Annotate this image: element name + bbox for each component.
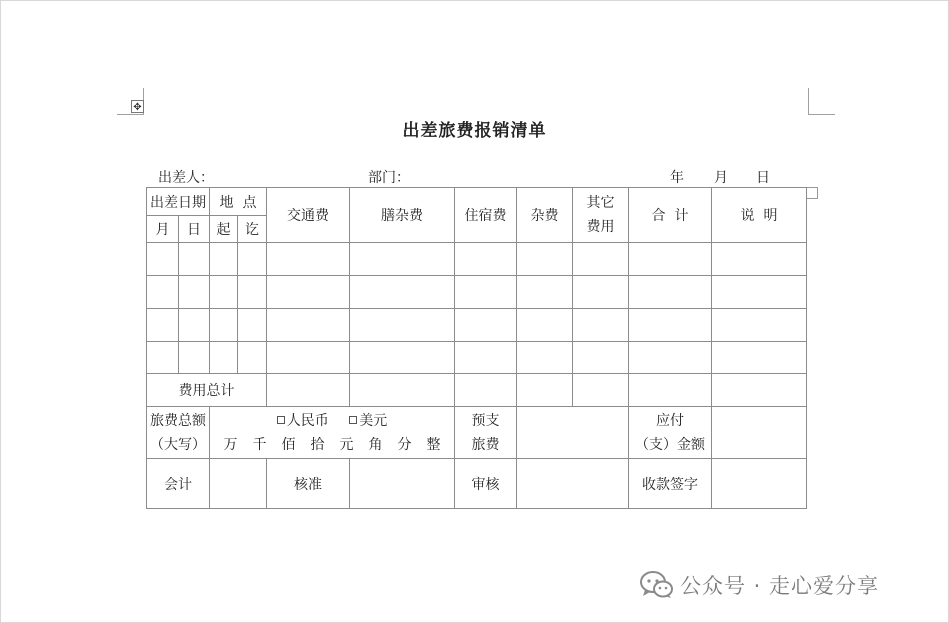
approve-value[interactable] <box>350 459 455 509</box>
remarks-header: 说 明 <box>712 188 807 243</box>
table-cell[interactable] <box>455 342 517 374</box>
advance-label-line2: 旅费 <box>471 436 500 453</box>
table-row <box>147 243 807 276</box>
amount-units <box>210 433 454 457</box>
table-cell[interactable] <box>629 374 712 407</box>
unit-fen: 分 <box>397 436 412 453</box>
audit-label: 审核 <box>455 459 517 509</box>
unit-jiao: 角 <box>368 436 383 453</box>
table-cell[interactable] <box>238 276 267 309</box>
table-cell[interactable] <box>517 243 573 276</box>
table-cell[interactable] <box>210 243 238 276</box>
table-cell[interactable] <box>179 243 210 276</box>
watermark-text: 公众号 · 走心爱分享 <box>680 574 880 598</box>
table-cell[interactable] <box>267 374 350 407</box>
month-header: 月 <box>147 216 179 243</box>
table-cell[interactable] <box>573 374 629 407</box>
total-header: 合 计 <box>629 188 712 243</box>
table-cell[interactable] <box>455 243 517 276</box>
other-fees-header <box>573 188 629 243</box>
table-cell[interactable] <box>712 374 807 407</box>
day-label: 日 <box>756 170 770 186</box>
month-label: 月 <box>714 170 728 186</box>
advance-value[interactable] <box>517 407 629 459</box>
unit-zheng: 整 <box>426 436 441 453</box>
total-amount-label-line1: 旅费总额 <box>150 412 206 429</box>
rmb-option[interactable] <box>277 413 329 429</box>
traveler-label: 出差人： <box>158 170 214 186</box>
from-header: 起 <box>210 216 238 243</box>
table-cell[interactable] <box>455 374 517 407</box>
table-cell[interactable] <box>179 309 210 342</box>
table-cell[interactable] <box>712 342 807 374</box>
accountant-label: 会计 <box>147 459 210 509</box>
subtotal-row <box>147 374 807 407</box>
date-header: 出差日期 <box>147 188 210 216</box>
rmb-label: 人民币 <box>286 412 329 429</box>
wechat-icon <box>640 570 674 600</box>
unit-yuan: 元 <box>339 436 354 453</box>
department-label: 部门： <box>368 170 410 186</box>
table-cell[interactable] <box>179 342 210 374</box>
amount-in-words-field[interactable] <box>210 407 455 459</box>
table-cell[interactable] <box>210 309 238 342</box>
misc-header: 杂费 <box>517 188 573 243</box>
table-cell[interactable] <box>573 276 629 309</box>
year-label: 年 <box>670 170 684 186</box>
advance-label-line1: 预支 <box>471 412 500 429</box>
table-cell[interactable] <box>455 309 517 342</box>
table-cell[interactable] <box>210 276 238 309</box>
payable-label <box>629 407 712 459</box>
table-cell[interactable] <box>179 276 210 309</box>
transport-header: 交通费 <box>267 188 350 243</box>
table-cell[interactable] <box>267 276 350 309</box>
unit-wan: 万 <box>223 436 238 453</box>
table-move-handle-icon[interactable]: ✥ <box>131 100 144 113</box>
table-cell[interactable] <box>350 374 455 407</box>
total-amount-label-line2: （大写） <box>150 436 206 453</box>
table-cell[interactable] <box>210 342 238 374</box>
table-cell[interactable] <box>517 374 573 407</box>
total-amount-label <box>147 407 210 459</box>
subtotal-label: 费用总计 <box>147 374 267 407</box>
meals-header: 膳杂费 <box>350 188 455 243</box>
to-header: 讫 <box>238 216 267 243</box>
table-cell[interactable] <box>573 309 629 342</box>
table-cell[interactable] <box>629 276 712 309</box>
table-cell[interactable] <box>267 342 350 374</box>
table-row <box>147 342 807 374</box>
table-cell[interactable] <box>573 243 629 276</box>
table-cell[interactable] <box>517 342 573 374</box>
table-row <box>147 276 807 309</box>
table-cell[interactable] <box>147 243 179 276</box>
usd-checkbox[interactable] <box>349 416 357 424</box>
table-resize-handle[interactable] <box>806 187 818 199</box>
unit-bai: 佰 <box>281 436 296 453</box>
unit-qian: 千 <box>252 436 267 453</box>
table-cell[interactable] <box>517 276 573 309</box>
table-cell[interactable] <box>629 342 712 374</box>
table-cell[interactable] <box>712 243 807 276</box>
table-cell[interactable] <box>350 309 455 342</box>
usd-label: 美元 <box>359 412 388 429</box>
table-cell[interactable] <box>147 276 179 309</box>
day-header: 日 <box>179 216 210 243</box>
expense-table <box>146 187 807 509</box>
table-cell[interactable] <box>455 276 517 309</box>
table-row <box>147 309 807 342</box>
table-cell[interactable] <box>629 243 712 276</box>
advance-label <box>455 407 517 459</box>
other-fees-line2: 费用 <box>586 219 615 235</box>
table-cell[interactable] <box>712 309 807 342</box>
audit-value[interactable] <box>517 459 629 509</box>
table-cell[interactable] <box>712 276 807 309</box>
table-cell[interactable] <box>238 243 267 276</box>
table-cell[interactable] <box>350 243 455 276</box>
accountant-value[interactable] <box>210 459 267 509</box>
place-header: 地 点 <box>210 188 267 216</box>
payable-value[interactable] <box>712 407 807 459</box>
signature-row <box>147 459 807 509</box>
table-cell[interactable] <box>147 309 179 342</box>
margin-corner-mark <box>808 88 835 115</box>
unit-shi: 拾 <box>310 436 325 453</box>
receiver-sign-label: 收款签字 <box>629 459 712 509</box>
table-cell[interactable] <box>267 309 350 342</box>
table-cell[interactable] <box>350 342 455 374</box>
receiver-sign-value[interactable] <box>712 459 807 509</box>
other-fees-line1: 其它 <box>586 195 615 211</box>
table-cell[interactable] <box>629 309 712 342</box>
usd-option[interactable] <box>349 413 387 429</box>
table-cell[interactable] <box>573 342 629 374</box>
total-amount-row <box>147 407 807 459</box>
table-cell[interactable] <box>238 342 267 374</box>
lodging-header: 住宿费 <box>455 188 517 243</box>
table-cell[interactable] <box>238 309 267 342</box>
payable-label-line2: （支）金额 <box>635 436 705 453</box>
watermark <box>640 568 879 602</box>
table-cell[interactable] <box>147 342 179 374</box>
rmb-checkbox[interactable] <box>277 416 285 424</box>
document-title: 出差旅费报销清单 <box>402 121 547 141</box>
approve-label: 核准 <box>267 459 350 509</box>
payable-label-line1: 应付 <box>656 412 684 429</box>
table-cell[interactable] <box>350 276 455 309</box>
table-cell[interactable] <box>267 243 350 276</box>
table-cell[interactable] <box>517 309 573 342</box>
